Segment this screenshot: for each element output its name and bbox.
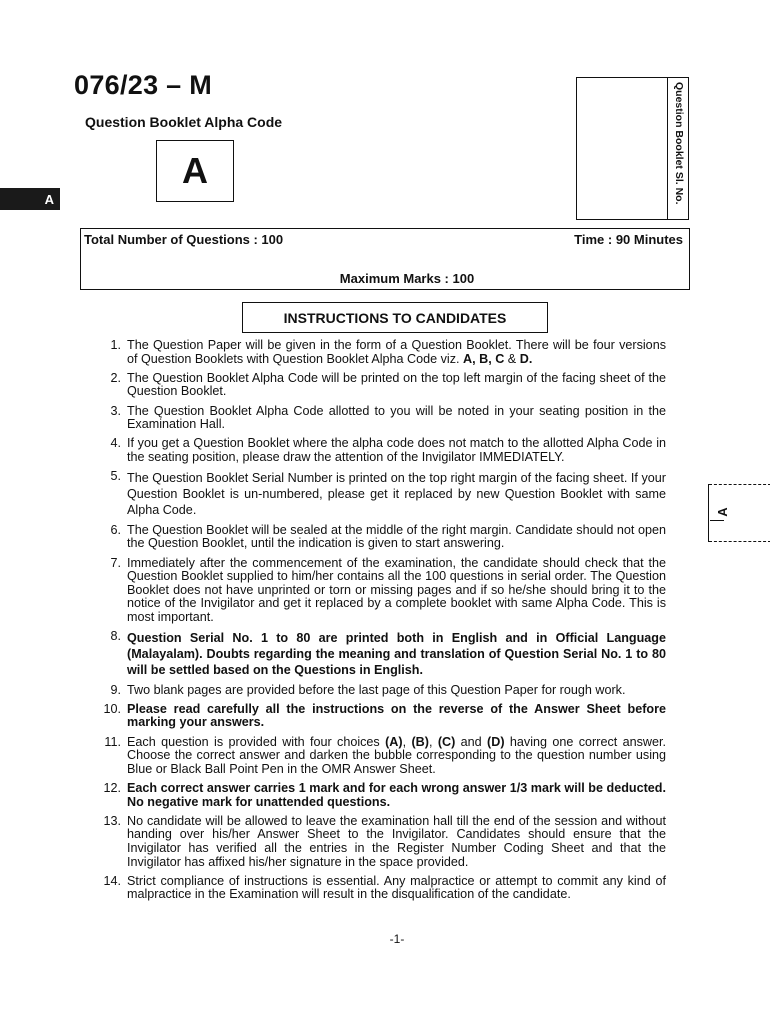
instruction-item (96, 524, 666, 551)
side-alpha-tab-label: A (44, 191, 54, 207)
alpha-code-value: A (182, 150, 208, 191)
instruction-item (96, 684, 666, 698)
instruction-number: 4. (110, 436, 121, 451)
seal-margin-letter: A (714, 507, 730, 517)
instruction-text: Question Serial No. 1 to 80 are printed both in English and in Official Language (Malayalam). Doubts regarding the meaning and translation of Question Serial No. 1 to 80 will be settled based on the Questions in English. (127, 631, 666, 678)
instruction-text: Two blank pages are provided before the last page of this Question Paper for rough work. (127, 682, 626, 697)
total-questions: Total Number of Questions : 100 (84, 232, 284, 247)
instruction-text: Strict compliance of instructions is essential. Any malpractice or attempt to commit any kind of malpractice in the Examination will result in the disqualification of the candidate. (127, 873, 666, 902)
instruction-number: 7. (110, 555, 121, 570)
instruction-number: 1. (110, 338, 121, 352)
instruction-item (96, 736, 666, 777)
instruction-number: 12. (103, 781, 121, 795)
instruction-text: Immediately after the commencement of the examination, the candidate should check that the Question Booklet supplied to him/her contains all the 100 questions in serial order. The Question Booklet does not have unprinted or torn or missing pages and if so he/she should bring it to the notice of the Invigilator and get it replaced by a complete booklet with same Alpha Code. This is most important. (127, 555, 666, 624)
instructions-heading-text: INSTRUCTIONS TO CANDIDATES (283, 309, 507, 326)
instruction-item (96, 557, 666, 625)
instruction-number: 8. (110, 629, 121, 644)
seal-dash-top (709, 484, 770, 485)
instruction-number: 2. (110, 370, 121, 385)
instruction-number: 3. (110, 403, 121, 418)
instruction-number: 6. (110, 522, 121, 537)
alpha-code-label: Question Booklet Alpha Code (85, 114, 283, 130)
instructions-heading (242, 302, 548, 333)
instruction-text: The Question Booklet Alpha Code will be printed on the top left margin of the facing sheet of the Question Booklet. (127, 370, 666, 399)
side-alpha-tab (0, 188, 60, 210)
instruction-item (96, 875, 666, 902)
serial-number-label: Question Booklet Sl. No. (673, 82, 685, 205)
instruction-number: 10. (103, 701, 121, 716)
instruction-number: 5. (110, 469, 121, 484)
instruction-item (96, 630, 666, 678)
exam-time: Time : 90 Minutes (574, 232, 683, 247)
instruction-text: No candidate will be allowed to leave the examination hall till the end of the session and without handing over his/her Answer Sheet to the Invigilator. Candidates should ensure that the Invigilator has verified all the entries in the Register Number Coding Sheet and that the Invigilator has affixed his/her signature in the space provided. (127, 813, 666, 869)
instruction-item (96, 782, 666, 809)
alpha-code-box (156, 140, 234, 202)
instructions-list (96, 339, 666, 908)
instruction-item (96, 815, 666, 869)
instruction-text: The Question Booklet Alpha Code allotted to you will be noted in your seating position in the Examination Hall. (127, 403, 666, 432)
instruction-text: Each question is provided with four choices (A), (B), (C) and (D) having one correct answer. Choose the correct answer and darken the bubble corresponding to the question number using Blue or Black Ball Point Pen in the OMR Answer Sheet. (127, 734, 667, 776)
serial-number-divider (667, 77, 668, 220)
seal-dash-bottom (709, 541, 770, 542)
instruction-text: The Question Paper will be given in the form of a Question Booklet. There will be four versions of Question Booklets with Question Booklet Alpha Code viz. A, B, C & D. (127, 338, 666, 366)
instruction-item (96, 339, 666, 366)
instruction-number: 13. (103, 813, 121, 828)
instruction-item (96, 405, 666, 432)
page-number: -1- (389, 932, 405, 946)
maximum-marks: Maximum Marks : 100 (339, 271, 475, 286)
instruction-item (96, 372, 666, 399)
paper-code: 076/23 – M (74, 70, 213, 100)
instruction-number: 9. (110, 682, 121, 697)
instruction-item (96, 703, 666, 730)
instruction-text: If you get a Question Booklet where the alpha code does not match to the allotted Alpha Code in the seating position, please draw the attention of the Invigilator IMMEDIATELY. (127, 436, 666, 464)
instruction-item (96, 437, 666, 464)
instruction-number: 14. (103, 873, 121, 888)
instruction-item (96, 470, 666, 518)
instruction-text: The Question Booklet Serial Number is printed on the top right margin of the facing sheet. If your Question Booklet is un-numbered, please get it replaced by new Question Booklet with same Alpha Code. (127, 471, 666, 518)
instruction-text: Please read carefully all the instructions on the reverse of the Answer Sheet before marking your answers. (127, 701, 666, 730)
instruction-text: Each correct answer carries 1 mark and for each wrong answer 1/3 mark will be deducted. No negative mark for unattended questions. (127, 781, 666, 809)
seal-margin-bar (710, 520, 724, 521)
instruction-text: The Question Booklet will be sealed at the middle of the right margin. Candidate should not open the Question Booklet, until the indication is given to start answering. (127, 522, 666, 551)
instruction-number: 11. (104, 734, 121, 749)
